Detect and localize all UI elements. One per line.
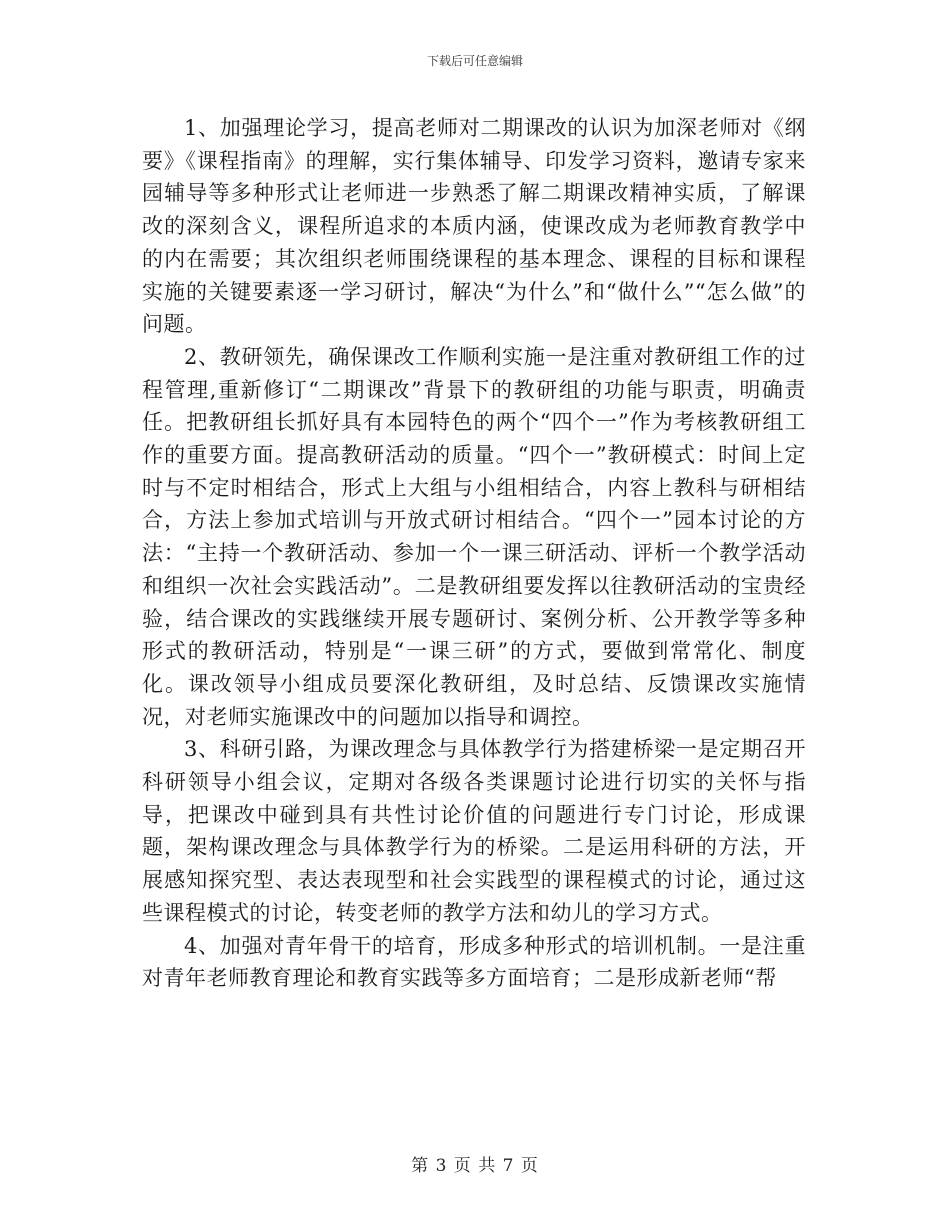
paragraph-2: 2、教研领先，确保课改工作顺利实施一是注重对教研组工作的过程管理,重新修订“二期课改”背景下的教研组的功能与职责，明确责任。把教研组长抓好具有本园特色的两个“四个一”作为考核教研组工作的重要方面。提高教研活动的质量。“四个一”教研模式：时间上定时与不定时相结合，形式上大组与小组相结合，内容上教科与研相结合，方法上参加式培训与开放式研讨相结合。“四个一”园本讨论的方法：“主持一个教研活动、参加一个一课三研活动、评析一个教学活动和组织一次社会实践活动”。二是教研组要发挥以往教研活动的宝贵经验，结合课改的实践继续开展专题研讨、案例分析、公开教学等多种形式的教研活动，特别是“一课三研”的方式，要做到常常化、制度化。课改领导小组成员要深化教研组，及时总结、反馈课改实施情况，对老师实施课改中的问题加以指导和调控。 <box>142 344 806 729</box>
paragraph-1: 1、加强理论学习，提高老师对二期课改的认识为加深老师对《纲要》《课程指南》的理解，实行集体辅导、印发学习资料，邀请专家来园辅导等多种形式让老师进一步熟悉了解二期课改精神实质，了解课改的深刻含义，课程所追求的本质内涵，使课改成为老师教育教学中的内在需要；其次组织老师围绕课程的基本理念、课程的目标和课程实施的关键要素逐一学习研讨，解决“为什么”和“做什么”“怎么做”的问题。 <box>142 116 806 337</box>
paragraph-3: 3、科研引路，为课改理念与具体教学行为搭建桥梁一是定期召开科研领导小组会议，定期对各级各类课题讨论进行切实的关怀与指导，把课改中碰到具有共性讨论价值的问题进行专门讨论，形成课题，架构课改理念与具体教学行为的桥梁。二是运用科研的方法，开展感知探究型、表达表现型和社会实践型的课程模式的讨论，通过这些课程模式的讨论，转变老师的教学方法和幼儿的学习方式。 <box>142 737 806 925</box>
page-number-footer: 第 3 页 共 7 页 <box>411 1156 539 1176</box>
page-header-note: 下载后可任意编辑 <box>426 54 523 68</box>
document-body <box>142 112 806 995</box>
paragraph-4: 4、加强对青年骨干的培育，形成多种形式的培训机制。一是注重对青年老师教育理论和教育实践等多方面培育；二是形成新老师“帮 <box>142 933 806 991</box>
